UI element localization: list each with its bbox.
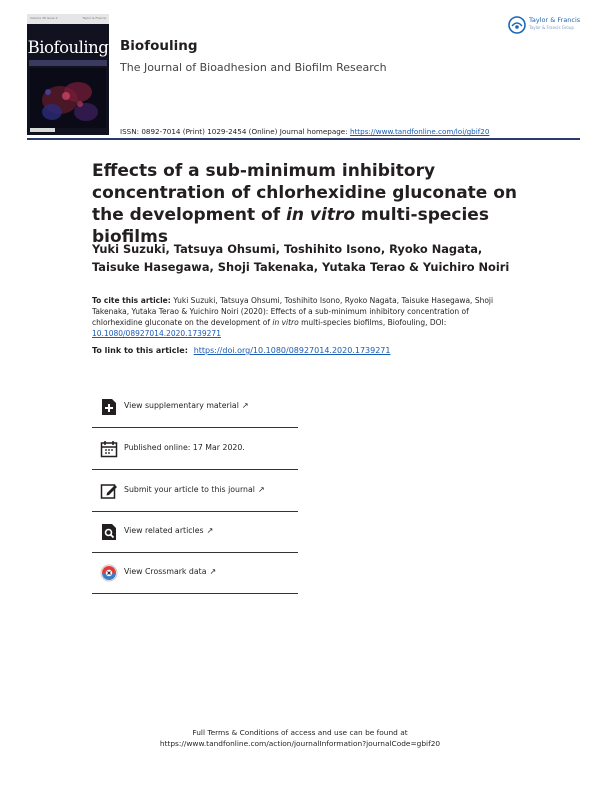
action-label: Published online: 17 Mar 2020. bbox=[124, 443, 245, 452]
cover-artwork bbox=[30, 68, 106, 128]
issn-text: ISSN: 0892-7014 (Print) 1029-2454 (Online) Journal homepage: bbox=[120, 127, 350, 136]
header-divider bbox=[27, 138, 580, 140]
footer-journal-info-link[interactable]: https://www.tandfonline.com/action/journalInformation?journalCode=gbif20 bbox=[159, 739, 441, 748]
article-authors: Yuki Suzuki, Tatsuya Ohsumi, Toshihito Isono, Ryoko Nagata, Taisuke Hasegawa, Shoji Takenaka, Yutaka Terao & Yuichiro Noiri bbox=[92, 242, 510, 274]
link-to-label: To link to this article: bbox=[92, 346, 191, 355]
article-title bbox=[92, 160, 532, 248]
external-link-icon: ↗ bbox=[257, 485, 265, 494]
cover-top-bar bbox=[27, 14, 109, 24]
citation-doi-link[interactable]: 10.1080/08927014.2020.1739271 bbox=[92, 329, 221, 338]
action-label: View related articles ↗ bbox=[124, 526, 214, 535]
publisher-tagline: Taylor & Francis Group bbox=[529, 25, 574, 30]
action-label: Submit your article to this journal ↗ bbox=[124, 485, 265, 494]
supplementary-plus-icon bbox=[100, 398, 118, 416]
view-crossmark-data-row[interactable] bbox=[92, 552, 298, 594]
crossmark-icon bbox=[100, 564, 118, 582]
published-online-row bbox=[92, 428, 298, 470]
citation-block bbox=[92, 295, 512, 339]
cover-small-left: Volume 36 Issue 2 bbox=[30, 16, 58, 20]
article-title-italic: in vitro bbox=[286, 205, 356, 225]
action-label: View supplementary material ↗ bbox=[124, 401, 249, 410]
issn-line bbox=[120, 127, 489, 136]
link-to-article bbox=[92, 346, 512, 355]
cover-title: Biofouling bbox=[27, 38, 109, 57]
search-document-icon bbox=[100, 523, 118, 541]
view-supplementary-material-row[interactable] bbox=[92, 386, 298, 428]
cover-publisher-mark bbox=[30, 128, 55, 132]
cover-small-right: Taylor & Francis bbox=[82, 16, 106, 20]
citation-text-part1: Yuki Suzuki, Tatsuya Ohsumi, Toshihito Isono, Ryoko Nagata, Taisuke Hasegawa, Shoji Takenaka, Yutaka Terao & Yuichiro Noiri (2020): Effects of a sub-minimum inhibitory concentration of chlorhexidine gluconate on the development of bbox=[92, 296, 494, 327]
journal-homepage-link[interactable]: https://www.tandfonline.com/loi/gbif20 bbox=[349, 127, 490, 136]
publisher-logo-icon bbox=[508, 16, 526, 34]
article-title-part2: multi-species biofilms bbox=[92, 205, 489, 247]
journal-subtitle: The Journal of Bioadhesion and Biofilm Research bbox=[120, 61, 387, 74]
submit-article-row[interactable] bbox=[92, 470, 298, 512]
external-link-icon: ↗ bbox=[206, 526, 214, 535]
footer-line-1: Full Terms & Conditions of access and use can be found at bbox=[192, 728, 408, 737]
citation-italic: in vitro bbox=[272, 318, 299, 327]
journal-name[interactable]: Biofouling bbox=[120, 38, 198, 54]
external-link-icon: ↗ bbox=[241, 401, 249, 410]
publisher-logo[interactable] bbox=[508, 14, 583, 38]
calendar-icon bbox=[100, 440, 118, 458]
action-label: View Crossmark data ↗ bbox=[124, 567, 217, 576]
external-link-icon: ↗ bbox=[209, 567, 217, 576]
article-doi-url[interactable]: https://doi.org/10.1080/08927014.2020.1739271 bbox=[193, 346, 391, 355]
terms-footer bbox=[100, 727, 500, 749]
citation-text-part2: multi-species biofilms, Biofouling, DOI: bbox=[298, 318, 447, 327]
article-title-part1: Effects of a sub-minimum inhibitory concentration of chlorhexidine gluconate on the development of bbox=[92, 161, 518, 225]
edit-icon bbox=[100, 482, 118, 500]
view-related-articles-row[interactable] bbox=[92, 511, 298, 553]
publisher-name: Taylor & Francis bbox=[529, 16, 581, 24]
citation-label: To cite this article: bbox=[92, 296, 174, 305]
cover-subtitle-band bbox=[29, 60, 107, 66]
journal-cover-image bbox=[27, 14, 109, 135]
